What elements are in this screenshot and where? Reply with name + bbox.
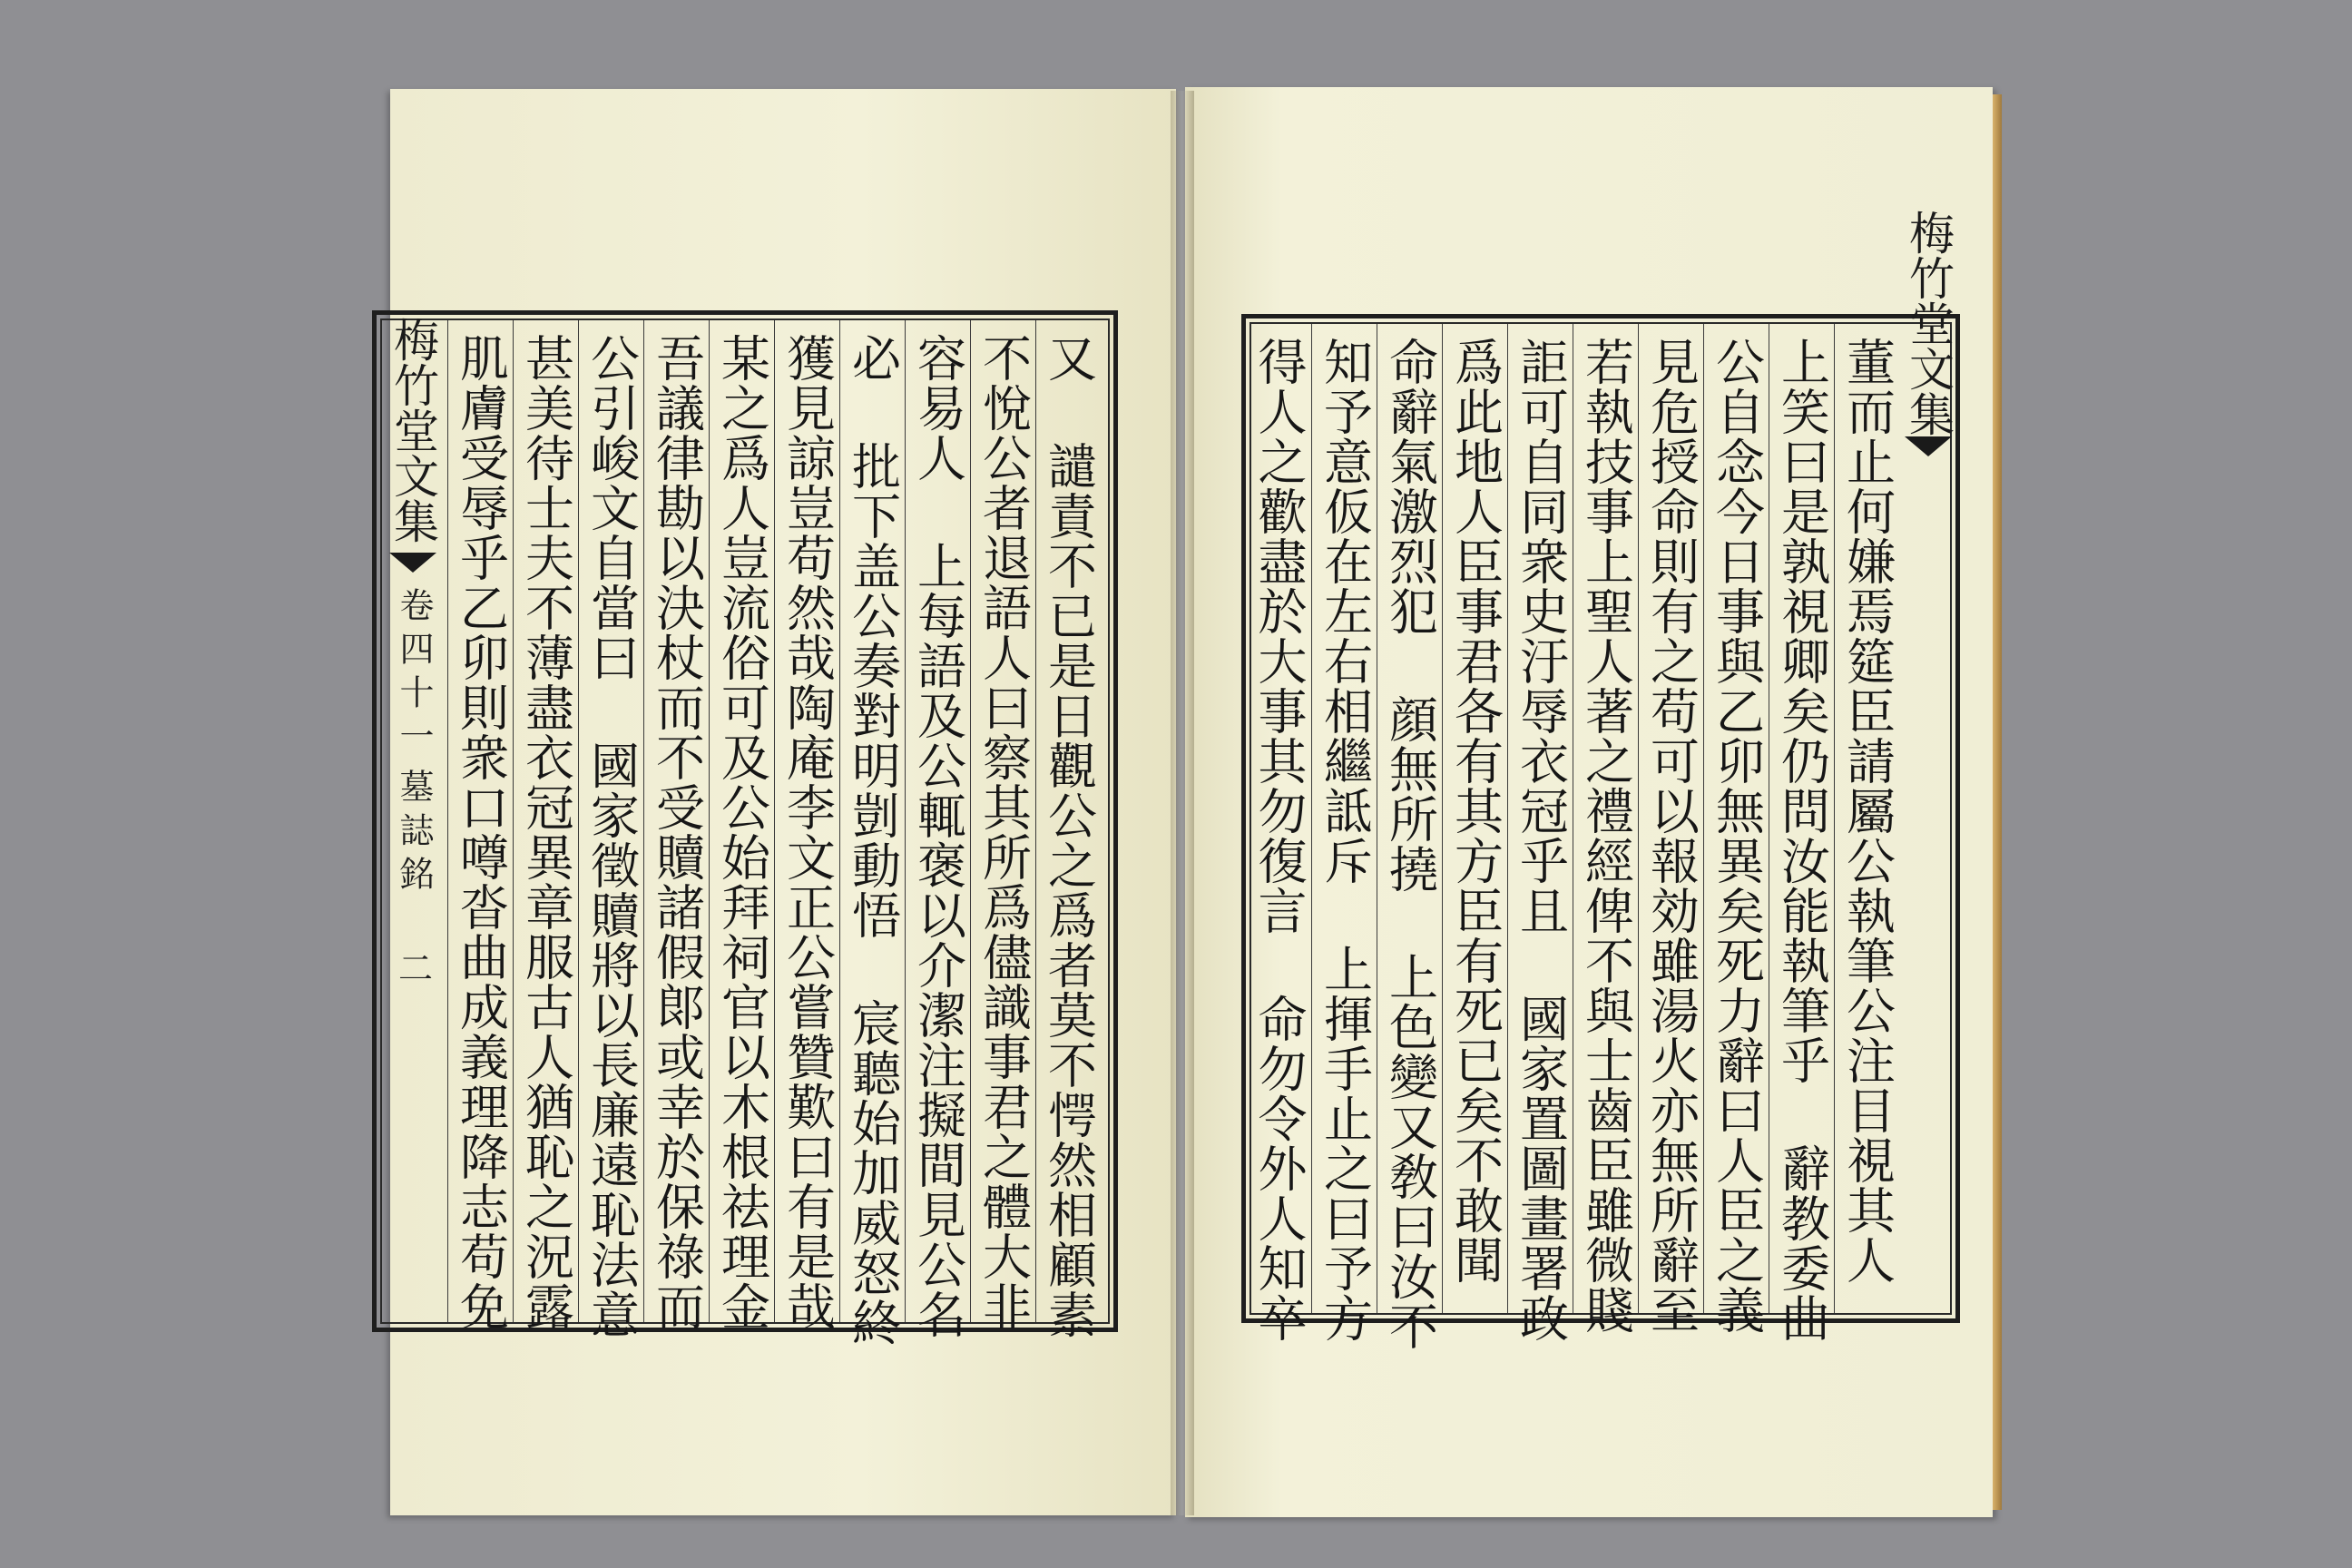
left-column-2: [970, 320, 1035, 1331]
fish-tail-mark: [389, 553, 436, 573]
left-column-3-text: 容易人 上每語及公輒褒以介潔注擬間見公名: [909, 333, 967, 1339]
left-column-6: [709, 320, 774, 1331]
left-column-5-text: 獲見諒豈苟然哉陶庵李文正公嘗贊歎曰有是哉: [779, 333, 837, 1331]
page-number: 二: [392, 950, 433, 985]
left-book-title: 梅竹堂文集: [387, 317, 439, 544]
left-column-6-text: 某之爲人豈流俗可及公始拜祠官以木根祛理金: [713, 333, 771, 1331]
right-column-4-text: 見危授命則有之苟可以報効雖湯火亦無所辭至: [1642, 337, 1700, 1335]
right-column-2: [1769, 324, 1834, 1343]
left-column-10-text: 肌膚受辱乎乙卯則衆口噂沓曲成義理降志苟免: [452, 333, 510, 1331]
left-column-10: [447, 320, 513, 1331]
right-book-title: 梅竹堂文集: [1902, 210, 1955, 436]
left-column-2-text: 不悅公者退語人曰察其所爲儘識事君之體大非: [975, 333, 1033, 1331]
right-column-3: [1703, 324, 1769, 1335]
left-column-7: [643, 320, 709, 1331]
left-column-4: [839, 320, 905, 1348]
left-plate-center-column: [384, 315, 442, 1328]
left-column-8-text: 公引峻文自當曰 國家徵贖將以長廉遠恥法意: [583, 333, 641, 1339]
right-text-frame: [1241, 210, 1960, 1351]
right-column-1: [1834, 324, 1899, 1313]
right-column-3-text: 公自念今日事與乙卯無異矣死力辭曰人臣之義: [1708, 337, 1766, 1335]
right-column-2-text: 上笑曰是孰視卿矣仍問汝能執筆乎 辭教委曲: [1773, 337, 1831, 1343]
right-column-9-text: 知予意仮在左右相繼詆斥 上揮手止之曰予方: [1316, 337, 1374, 1343]
left-column-9-text: 甚美待士夫不薄盡衣冠異章服古人猶恥之況露: [517, 333, 575, 1331]
right-column-10-text: 得人之歡盡於大事其勿復言 命勿令外人知卒: [1250, 337, 1308, 1343]
right-column-6: [1507, 324, 1573, 1343]
right-column-10: [1246, 324, 1311, 1343]
left-column-1: [1035, 320, 1101, 1339]
right-column-8: [1377, 324, 1442, 1351]
left-column-9: [513, 320, 578, 1331]
right-column-6-text: 詎可自同衆史汙辱衣冠乎且 國家置圖畫署政: [1512, 337, 1570, 1343]
right-column-7: [1442, 324, 1507, 1313]
left-column-1-text: 又 譴責不已是日觀公之爲者莫不愕然相顧素: [1040, 333, 1098, 1339]
right-fish-tail-mark: [1905, 436, 1952, 456]
right-column-8-text: 命辭氣激烈犯 顔無所撓 上色變又敎曰汝不: [1381, 337, 1439, 1351]
left-column-4-text: 必 批下盖公奏對明剴動悟 宸聽始加威怒終: [844, 333, 902, 1348]
left-column-3: [905, 320, 970, 1339]
volume-label: 卷四十一: [393, 587, 434, 761]
left-column-8: [578, 320, 643, 1339]
right-plate-center-column: [1899, 210, 1957, 1318]
left-text-frame: [372, 310, 1118, 1348]
right-column-1-text: 董而止何嫌焉筵臣請屬公執筆公注目視其人: [1838, 337, 1896, 1285]
right-column-5: [1573, 324, 1638, 1335]
right-column-9: [1311, 324, 1377, 1343]
left-column-7-text: 吾議律勘以決杖而不受贖諸假郞或幸於保祿而: [648, 333, 706, 1331]
right-column-4: [1638, 324, 1703, 1335]
right-column-5-text: 若執技事上聖人著之禮經俾不與士齒臣雖微賤: [1577, 337, 1635, 1335]
section-label: 墓誌銘: [393, 769, 434, 899]
right-column-7-text: 爲此地人臣事君各有其方臣有死已矣不敢聞: [1446, 337, 1504, 1285]
page-edge: [1993, 94, 2002, 1510]
left-column-5: [774, 320, 839, 1331]
book-gutter: [1171, 91, 1194, 1515]
